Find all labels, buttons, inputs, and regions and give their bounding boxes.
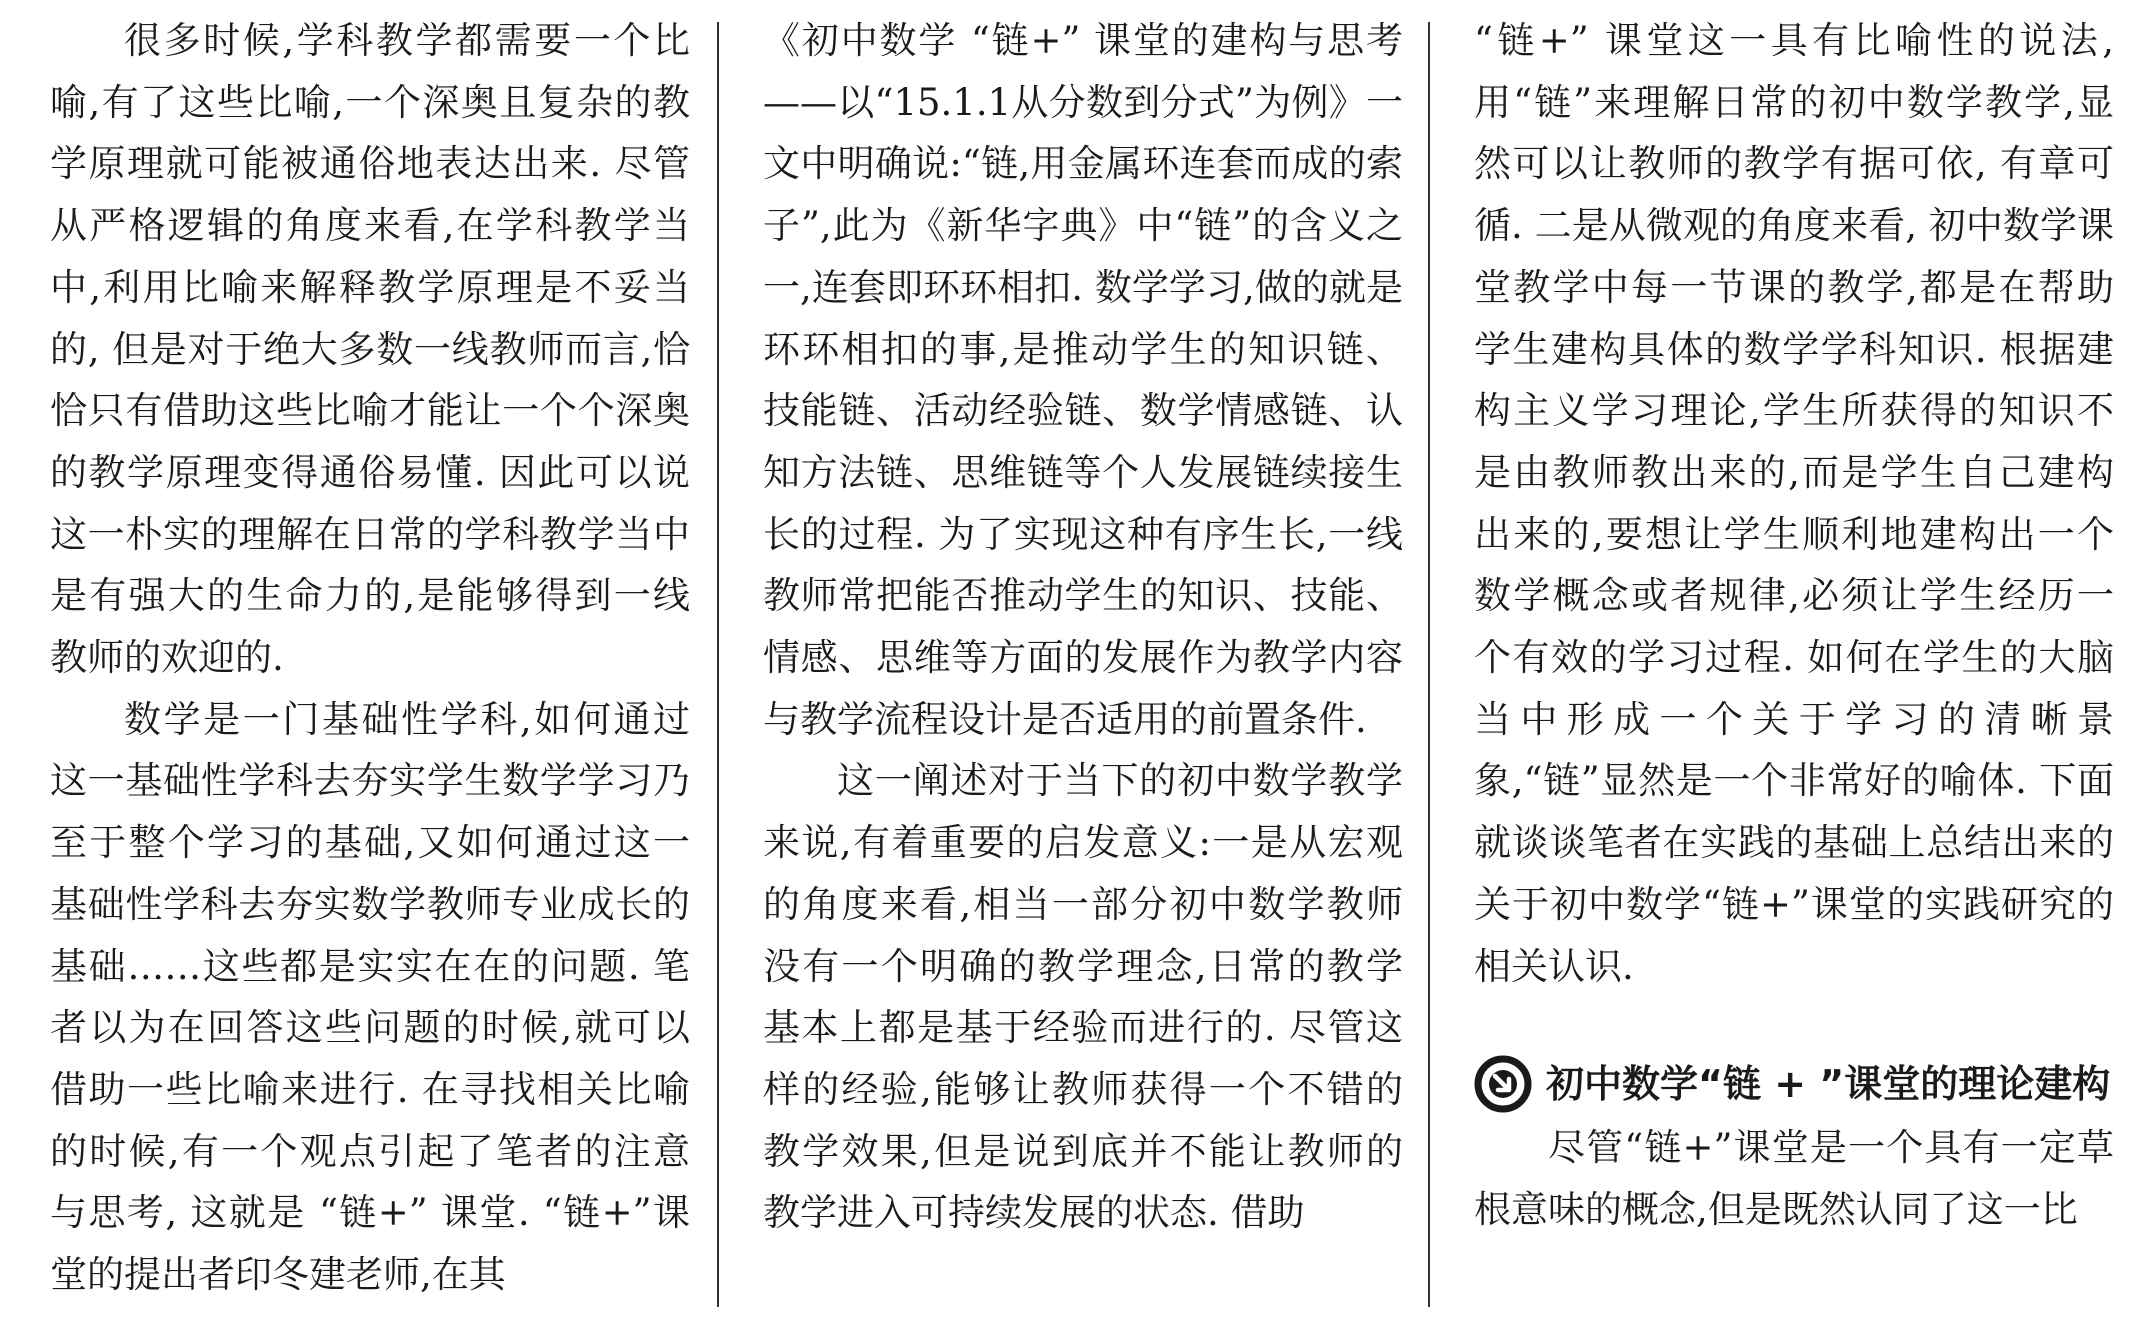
column-divider: [717, 22, 719, 1307]
paragraph: 《初中数学 “链+” 课堂的建构与思考——以“15.1.1从分数到分式”为例》一文中明确说:“链,用金属环连套而成的索子”,此为《新华字典》中“链”的含义之一,连套即环环相扣. 数学学习,做的就是环环相扣的事,是推动学生的知识链、技能链、活动经验链、数学情感链、认知方法链、思维链等个人发展链续接生长的过程. 为了实现这种有序生长,一线教师常把能否推动学生的知识、技能、情感、思维等方面的发展作为教学内容与教学流程设计是否适用的前置条件.: [763, 19, 1403, 741]
text-column-2: [763, 10, 1403, 1244]
section-heading-text: 初中数学“链 + ”课堂的理论建构: [1546, 1062, 2111, 1107]
paragraph: 尽管“链+”课堂是一个具有一定草根意味的概念,但是既然认同了这一比: [1474, 1126, 2114, 1231]
section-heading: [1474, 1055, 2114, 1113]
paragraph: 很多时候,学科教学都需要一个比喻,有了这些比喻,一个深奥且复杂的教学原理就可能被通俗地表达出来. 尽管从严格逻辑的角度来看,在学科教学当中,利用比喻来解释教学原理是不妥当的, 但是对于绝大多数一线教师而言,恰恰只有借助这些比喻才能让一个个深奥的教学原理变得通俗易懂. 因此可以说这一朴实的理解在日常的学科教学当中是有强大的生命力的,是能够得到一线教师的欢迎的.: [50, 19, 690, 680]
paragraph: 这一阐述对于当下的初中数学教学来说,有着重要的启发意义:一是从宏观的角度来看,相当一部分初中数学教师没有一个明确的教学理念,日常的教学基本上都是基于经验而进行的. 尽管这样的经验,能够让教师获得一个不错的教学效果,但是说到底并不能让教师的教学进入可持续发展的状态. 借助: [763, 759, 1403, 1235]
text-column-1: [50, 10, 690, 1306]
arrow-circle-icon: [1474, 1055, 1532, 1113]
paragraph: 数学是一门基础性学科,如何通过这一基础性学科去夯实学生数学学习乃至于整个学习的基础,又如何通过这一基础性学科去夯实数学教师专业成长的基础……这些都是实实在在的问题. 笔者以为在回答这些问题的时候,就可以借助一些比喻来进行. 在寻找相关比喻的时候,有一个观点引起了笔者的注意与思考, 这就是 “链+” 课堂. “链+”课堂的提出者印冬建老师,在其: [50, 697, 690, 1297]
column-divider: [1428, 22, 1430, 1307]
text-column-3: [1474, 10, 2114, 1241]
paragraph: “链+” 课堂这一具有比喻性的说法,用“链”来理解日常的初中数学教学,显然可以让教师的教学有据可依, 有章可循. 二是从微观的角度来看, 初中数学课堂教学中每一节课的教学,都是在帮助学生建构具体的数学学科知识. 根据建构主义学习理论,学生所获得的知识不是由教师教出来的,而是学生自己建构出来的,要想让学生顺利地建构出一个数学概念或者规律,必须让学生经历一个有效的学习过程. 如何在学生的大脑当中形成一个关于学习的清晰景象,“链”显然是一个非常好的喻体. 下面就谈谈笔者在实践的基础上总结出来的关于初中数学“链+”课堂的实践研究的相关认识.: [1474, 19, 2114, 988]
